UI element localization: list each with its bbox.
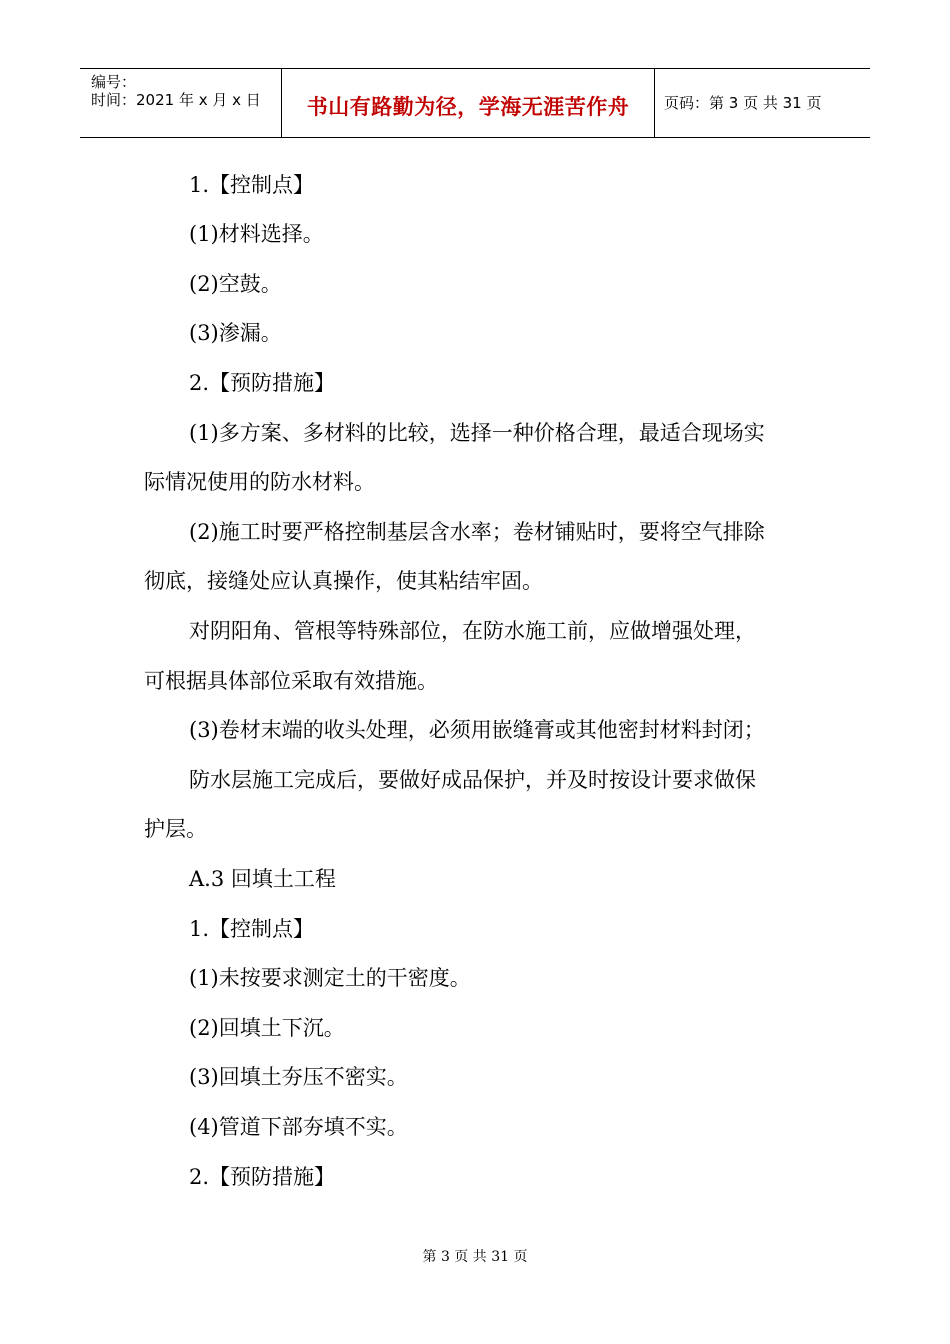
list-heading: 2.【预防措施】 (189, 371, 336, 395)
paragraph-line: (1)多方案、多材料的比较，选择一种价格合理，最适合现场实 (189, 421, 765, 445)
paragraph-line: 对阴阳角、管根等特殊部位，在防水施工前，应做增强处理， (189, 619, 756, 643)
header-motto: 书山有路勤为径，学海无涯苦作舟 (306, 94, 630, 119)
paragraph-line: 彻底，接缝处应认真操作，使其粘结牢固。 (144, 569, 543, 593)
header-motto-cell (282, 69, 655, 137)
section-heading: A.3 回填土工程 (189, 867, 336, 891)
list-item: (1)材料选择。 (189, 222, 324, 246)
document-number-label: 编号： (91, 73, 137, 91)
page-footer: 第 3 页 共 31 页 (422, 1249, 528, 1265)
list-item: (3)渗漏。 (189, 321, 282, 345)
paragraph-line: 可根据具体部位采取有效措施。 (144, 669, 438, 693)
paragraph-line: 护层。 (144, 817, 207, 841)
list-item: (4)管道下部夯填不实。 (189, 1115, 408, 1139)
list-heading: 1.【控制点】 (189, 917, 315, 941)
document-date-label: 时间：2021 年 x 月 x 日 (91, 91, 261, 109)
paragraph-line: (3)卷材末端的收头处理，必须用嵌缝膏或其他密封材料封闭； (189, 718, 765, 742)
paragraph-line: 际情况使用的防水材料。 (144, 470, 375, 494)
list-item: (1)未按要求测定土的干密度。 (189, 966, 471, 990)
header-meta-cell (80, 69, 282, 137)
list-item: (3)回填土夯压不密实。 (189, 1065, 408, 1089)
paragraph-line: 防水层施工完成后，要做好成品保护，并及时按设计要求做保 (189, 768, 756, 792)
header-page-cell (655, 69, 870, 137)
document-header (80, 68, 870, 138)
list-heading: 1.【控制点】 (189, 173, 315, 197)
paragraph-line: (2)施工时要严格控制基层含水率；卷材铺贴时，要将空气排除 (189, 520, 765, 544)
list-item: (2)空鼓。 (189, 272, 282, 296)
list-item: (2)回填土下沉。 (189, 1016, 345, 1040)
header-page-number: 页码：第 3 页 共 31 页 (664, 94, 822, 112)
list-heading: 2.【预防措施】 (189, 1165, 336, 1189)
